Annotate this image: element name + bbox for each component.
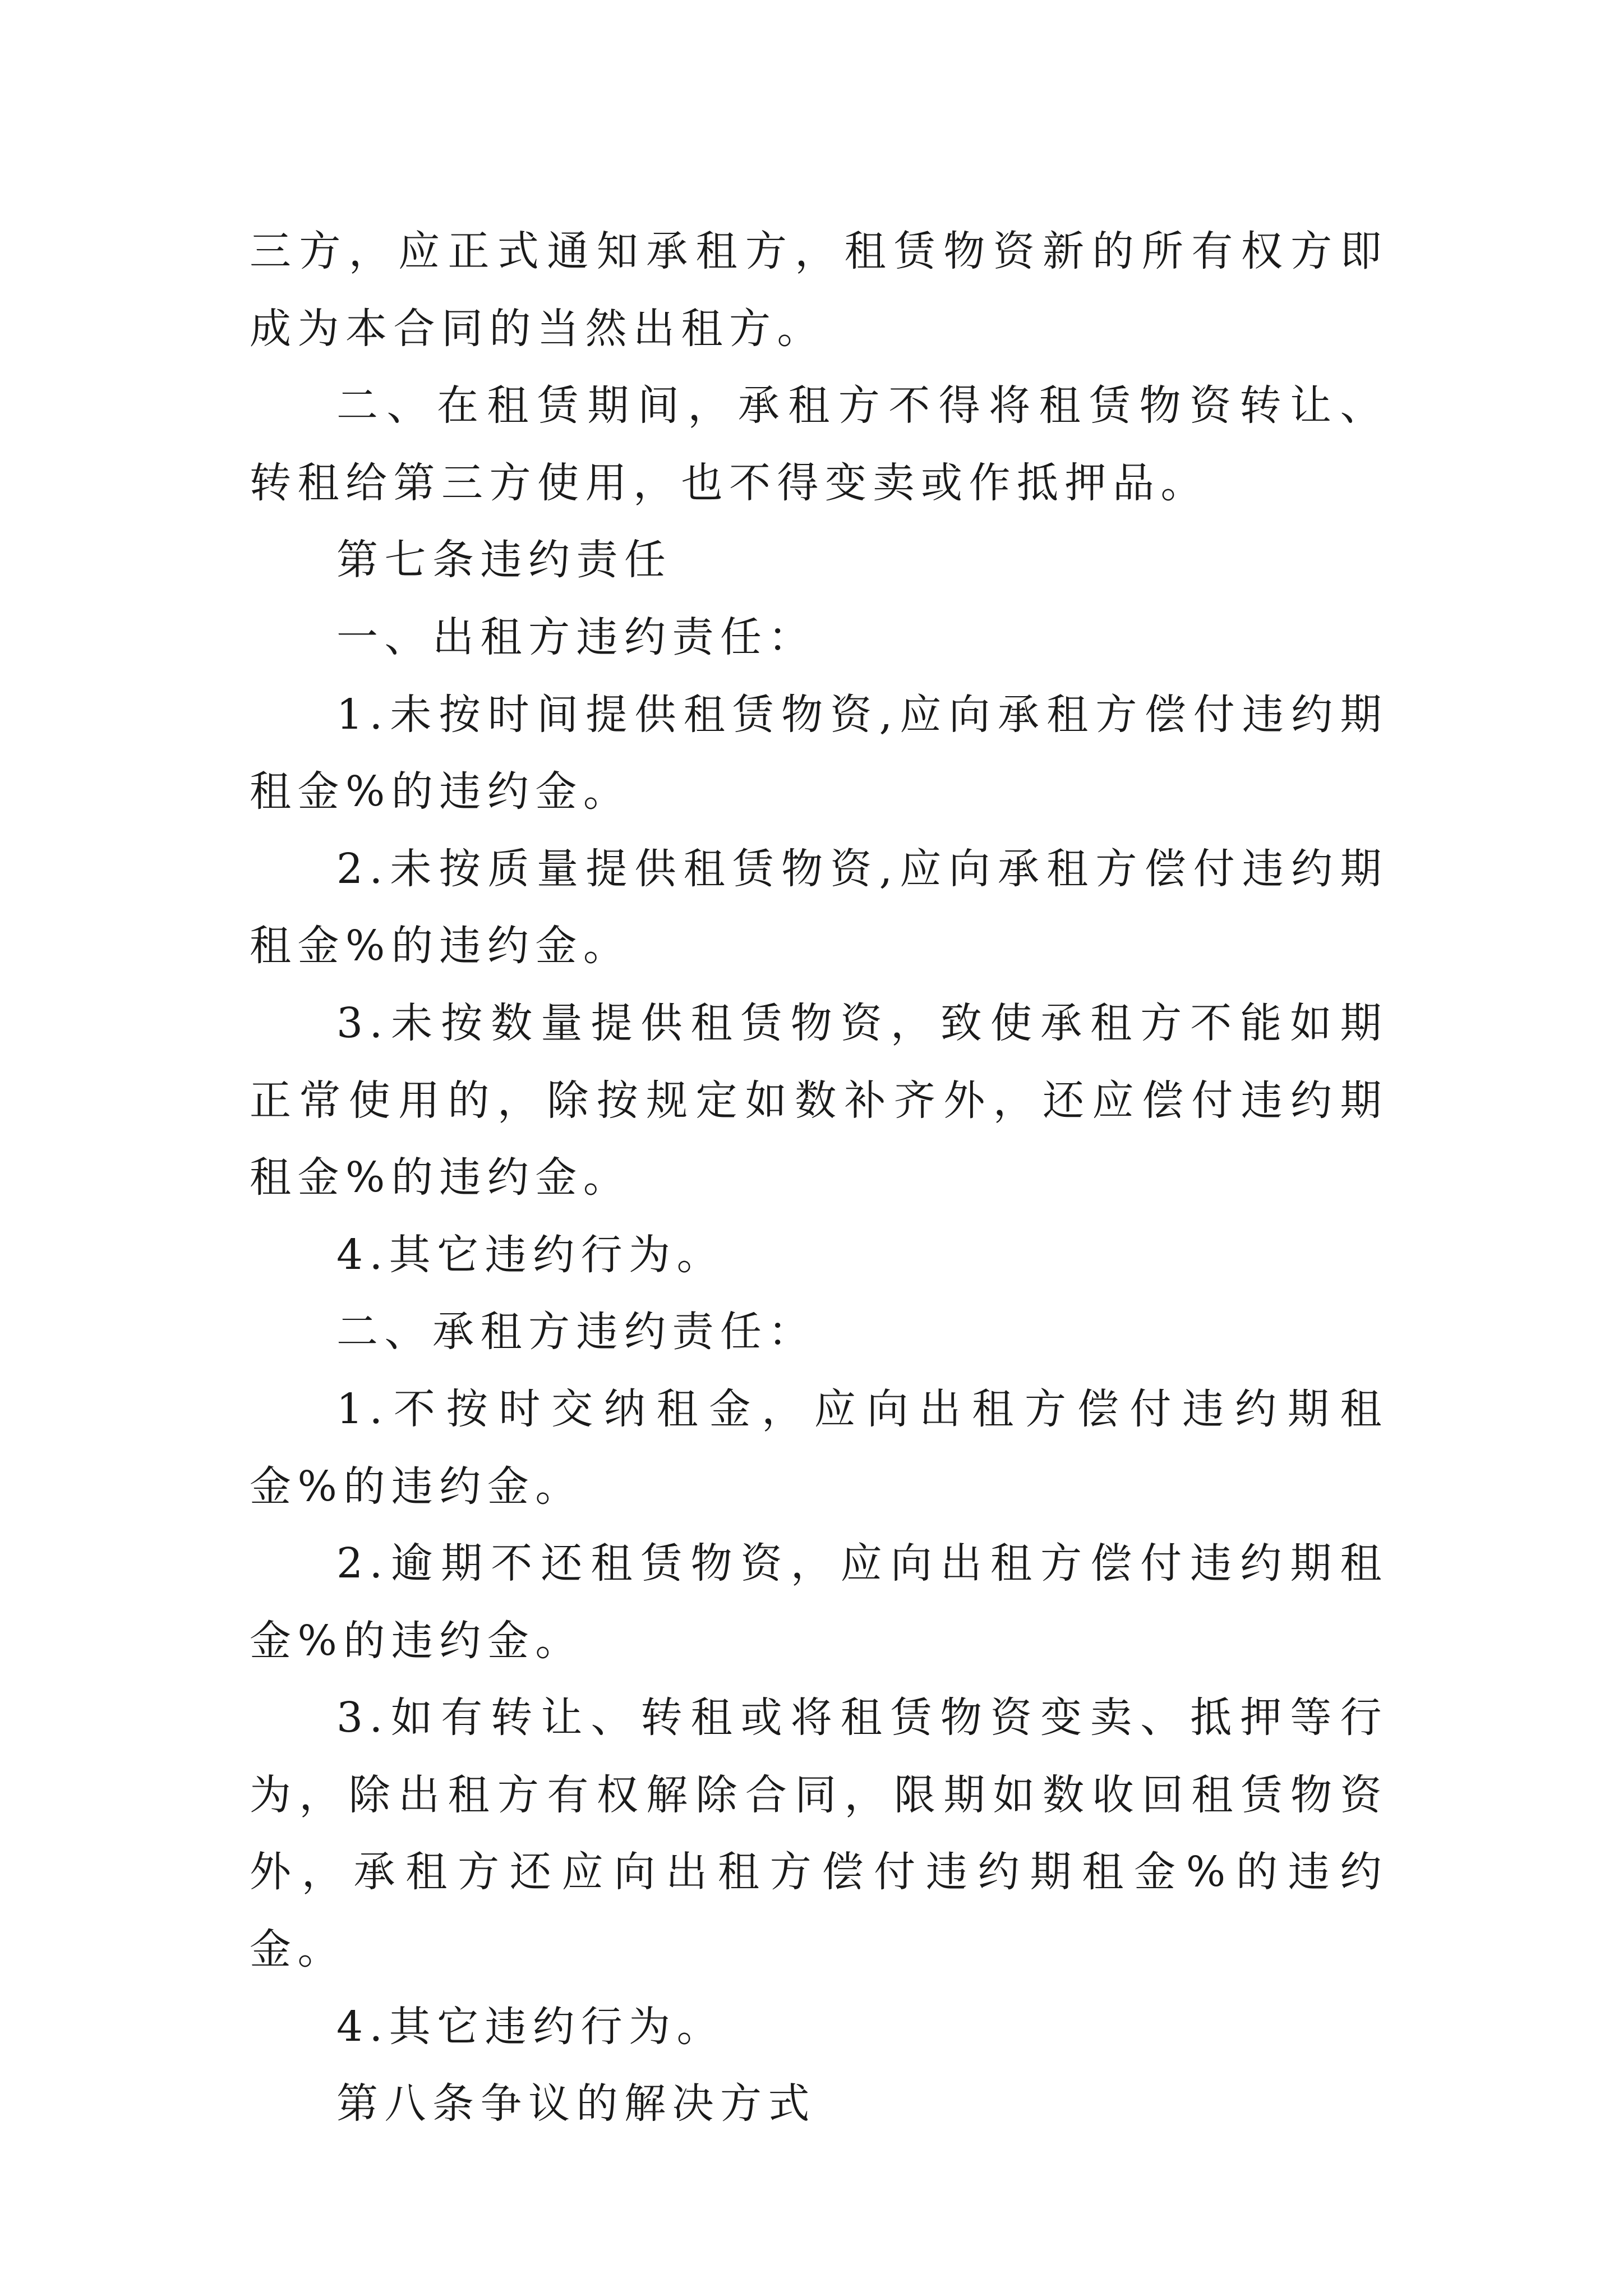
list-item-lessor-3: 3.未按数量提供租赁物资，致使承租方不能如期正常使用的，除按规定如数补齐外，还应偿付违约期租金%的违约金。	[250, 999, 1388, 1202]
section-heading-lessor: 一、出租方违约责任：	[336, 613, 816, 661]
list-item-lessor-4: 4.其它违约行为。	[336, 1230, 725, 1279]
article-heading-breach: 第七条违约责任	[336, 536, 672, 585]
list-item-lessee-2: 2.逾期不还租赁物资，应向出租方偿付违约期租金%的违约金。	[250, 1539, 1388, 1665]
paragraph-clause-two: 二、在租赁期间，承租方不得将租赁物资转让、转租给第三方使用，也不得变卖或作抵押品。	[250, 381, 1388, 507]
list-item-lessee-3: 3.如有转让、转租或将租赁物资变卖、抵押等行为，除出租方有权解除合同，限期如数收回租赁物资外，承租方还应向出租方偿付违约期租金%的违约金。	[250, 1694, 1388, 1974]
list-item-lessee-1: 1.不按时交纳租金，应向出租方偿付违约期租金%的违约金。	[250, 1384, 1388, 1511]
list-item-lessee-4: 4.其它违约行为。	[336, 2002, 725, 2051]
list-item-lessor-2: 2.未按质量提供租赁物资,应向承租方偿付违约期租金%的违约金。	[250, 844, 1388, 970]
paragraph-continuation: 三方，应正式通知承租方，租赁物资新的所有权方即成为本合同的当然出租方。	[250, 227, 1388, 353]
section-heading-lessee: 二、承租方违约责任：	[336, 1308, 816, 1356]
list-item-lessor-1: 1.未按时间提供租赁物资,应向承租方偿付违约期租金%的违约金。	[250, 690, 1388, 816]
document-body	[250, 213, 1388, 2143]
article-heading-dispute: 第八条争议的解决方式	[336, 2079, 816, 2128]
